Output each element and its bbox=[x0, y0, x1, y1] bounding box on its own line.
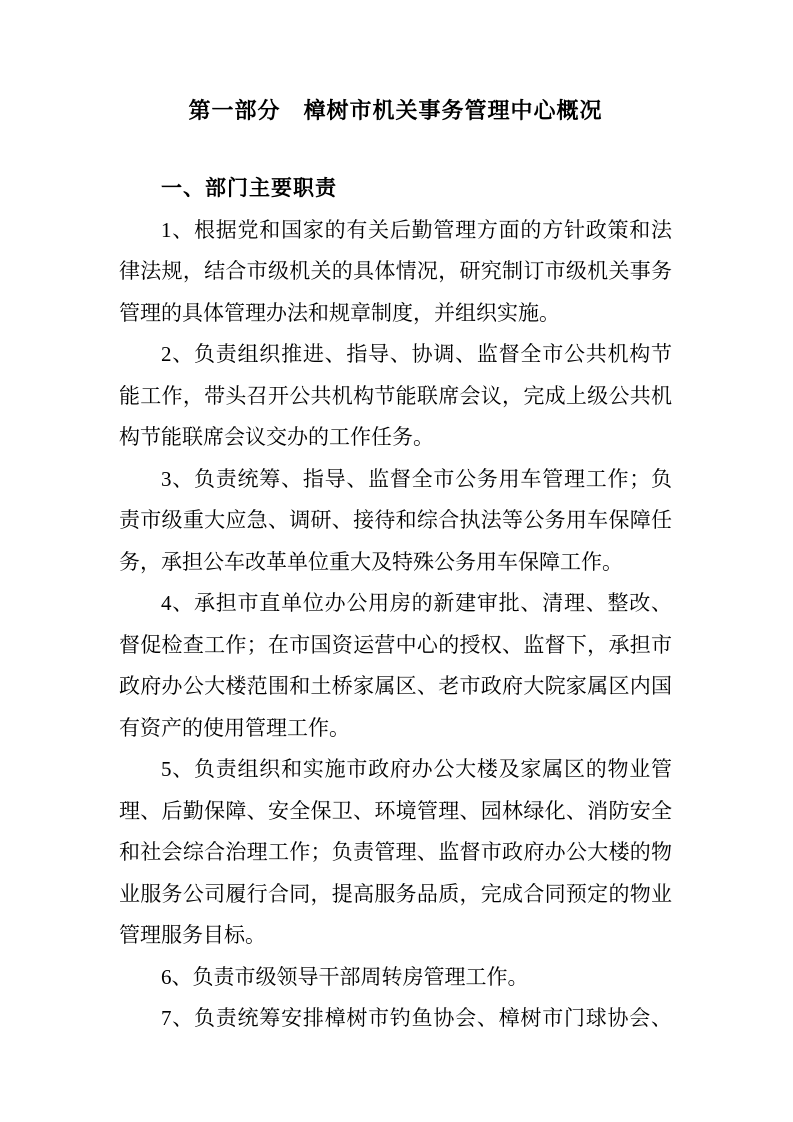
paragraph bbox=[119, 998, 672, 1040]
text-line: 3、负责统筹、指导、监督全市公务用车管理工作；负 bbox=[161, 466, 672, 491]
text-line: 能工作，带头召开公共机构节能联席会议，完成上级公共机 bbox=[119, 383, 672, 408]
text-line: 构节能联席会议交办的工作任务。 bbox=[119, 425, 434, 449]
text-line: 管理服务目标。 bbox=[119, 923, 266, 947]
paragraph bbox=[119, 459, 672, 584]
text-line: 务，承担公车改革单位重大及特殊公务用车保障工作。 bbox=[119, 549, 623, 574]
text-line: 理、后勤保障、安全保卫、环境管理、园林绿化、消防安全 bbox=[119, 798, 672, 823]
paragraph-list bbox=[119, 210, 672, 1040]
text-line: 4、承担市直单位办公用房的新建审批、清理、整改、 bbox=[161, 591, 672, 615]
text-line: 7、负责统筹安排樟树市钓鱼协会、樟树市门球协会、 bbox=[161, 1006, 672, 1030]
text-line: 督促检查工作；在市国资运营中心的授权、监督下，承担市 bbox=[119, 632, 672, 657]
text-line: 业服务公司履行合同，提高服务品质，完成合同预定的物业 bbox=[119, 881, 672, 906]
text-line: 5、负责组织和实施市政府办公大楼及家属区的物业管 bbox=[161, 757, 672, 781]
paragraph bbox=[119, 749, 672, 957]
text-line: 管理的具体管理办法和规章制度，并组织实施。 bbox=[119, 300, 560, 325]
text-line: 政府办公大楼范围和土桥家属区、老市政府大院家属区内国 bbox=[119, 674, 672, 698]
paragraph bbox=[119, 210, 672, 335]
text-line: 律法规，结合市级机关的具体情况，研究制订市级机关事务 bbox=[119, 259, 672, 283]
text-line: 2、负责组织推进、指导、协调、监督全市公共机构节 bbox=[161, 342, 672, 366]
paragraph bbox=[119, 583, 672, 749]
text-line: 1、根据党和国家的有关后勤管理方面的方针政策和法 bbox=[161, 217, 672, 242]
text-line: 和社会综合治理工作；负责管理、监督市政府办公大楼的物 bbox=[119, 840, 672, 864]
text-line: 有资产的使用管理工作。 bbox=[119, 715, 350, 740]
text-line: 6、负责市级领导干部周转房管理工作。 bbox=[161, 964, 529, 989]
section-heading: 一、部门主要职责 bbox=[161, 176, 337, 200]
paragraph bbox=[119, 334, 672, 459]
text-line: 责市级重大应急、调研、接待和综合执法等公务用车保障任 bbox=[119, 508, 672, 532]
paragraph bbox=[119, 957, 672, 999]
document-title: 第一部分 樟树市机关事务管理中心概况 bbox=[188, 98, 603, 123]
